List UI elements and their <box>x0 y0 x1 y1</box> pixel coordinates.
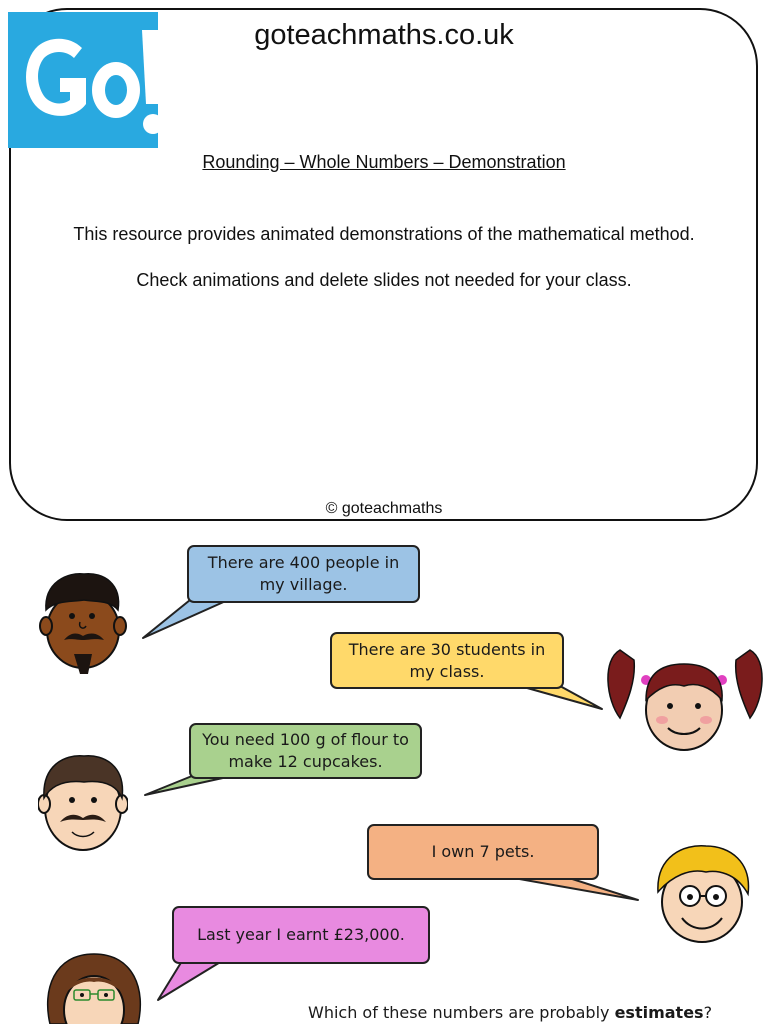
girl-pigtails-icon <box>606 640 764 752</box>
question-prefix: Which of these numbers are probably <box>308 1003 615 1022</box>
man-brown-hair-icon <box>38 752 128 854</box>
question-emphasis: estimates <box>614 1003 704 1022</box>
speech-bubble-pets: I own 7 pets. <box>367 824 599 880</box>
woman-curly-hair-icon <box>44 950 144 1024</box>
speech-bubble-earnings: Last year I earnt £23,000. <box>172 906 430 964</box>
site-url[interactable]: goteachmaths.co.uk <box>254 19 514 51</box>
copyright: © goteachmaths <box>325 500 443 517</box>
speech-bubble-flour: You need 100 g of flour to make 12 cupcakes. <box>189 723 422 779</box>
page-title: Rounding – Whole Numbers – Demonstration <box>202 152 566 172</box>
man-mustache-icon <box>38 570 128 682</box>
speech-bubble-class: There are 30 students in my class. <box>330 632 564 689</box>
question-suffix: ? <box>703 1003 713 1022</box>
description-line-1: This resource provides animated demonstrations of the mathematical method. <box>73 224 695 244</box>
blonde-glasses-icon <box>650 842 754 946</box>
speech-bubble-village: There are 400 people in my village. <box>187 545 420 603</box>
description-line-2: Check animations and delete slides not needed for your class. <box>136 270 632 290</box>
